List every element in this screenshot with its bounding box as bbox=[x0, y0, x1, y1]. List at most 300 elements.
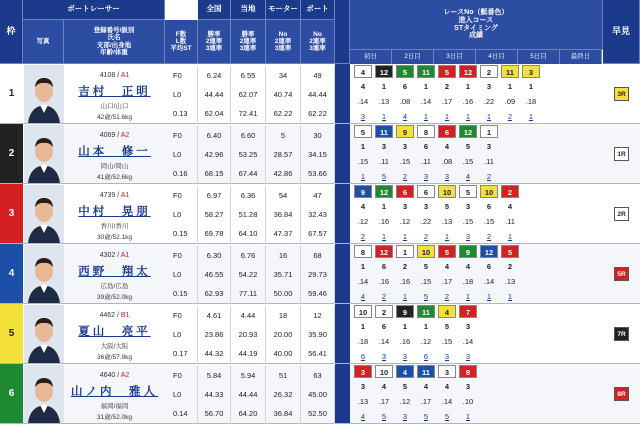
early-race-badge[interactable]: 1R bbox=[614, 147, 629, 161]
motor-stats-value: 36.84 bbox=[273, 210, 293, 219]
course-number: 1 bbox=[381, 82, 387, 91]
registration-line bbox=[64, 372, 165, 379]
race-number-chip: 10 bbox=[354, 305, 372, 318]
race-result-link[interactable]: 3 bbox=[381, 352, 387, 361]
national-stats bbox=[198, 366, 231, 424]
race-result-link[interactable]: 3 bbox=[444, 172, 450, 181]
st-timing: .14 bbox=[357, 97, 369, 106]
race-no-line bbox=[350, 124, 603, 139]
st-timing: .22 bbox=[483, 97, 495, 106]
fl-stats-value: F0 bbox=[173, 371, 182, 380]
header-motor: モーター bbox=[266, 0, 301, 20]
local-stats bbox=[231, 246, 266, 304]
race-result-link[interactable]: 5 bbox=[381, 172, 387, 181]
racer-age-weight: 31歳/52.0kg bbox=[96, 414, 133, 421]
local-stats-value: 64.20 bbox=[238, 409, 258, 418]
race-result-link[interactable]: 5 bbox=[423, 292, 429, 301]
registration-number: 4739 bbox=[99, 192, 116, 199]
race-number-chip: 4 bbox=[396, 365, 414, 378]
national-stats bbox=[198, 66, 231, 124]
early-view bbox=[603, 124, 640, 184]
st-timing: .15 bbox=[441, 337, 453, 346]
race-number-chip: 11 bbox=[417, 65, 435, 78]
course-number: 1 bbox=[360, 322, 366, 331]
boat-stats-value: 34.15 bbox=[308, 150, 327, 159]
fl-stats-value: 0.17 bbox=[173, 349, 188, 358]
race-result-link[interactable]: 1 bbox=[507, 292, 513, 301]
racer-row bbox=[0, 124, 640, 184]
racer-age-weight: 36歳/57.9kg bbox=[96, 354, 133, 361]
course-number: 3 bbox=[402, 142, 408, 151]
race-number-chip: 10 bbox=[438, 185, 456, 198]
registration-number: 4640 bbox=[99, 372, 116, 379]
result-line bbox=[350, 169, 603, 184]
race-number-chip: 6 bbox=[396, 185, 414, 198]
waku-number: 5 bbox=[0, 304, 23, 363]
st-timing: .13 bbox=[504, 277, 516, 286]
course-number: 3 bbox=[423, 202, 429, 211]
motor-stats-value: 36.84 bbox=[273, 409, 293, 418]
race-number-chip: 4 bbox=[354, 65, 372, 78]
race-result-link[interactable]: 2 bbox=[444, 292, 450, 301]
local-stats bbox=[231, 366, 266, 424]
boat-stats-value: 49 bbox=[313, 71, 322, 80]
course-number: 4 bbox=[507, 202, 513, 211]
motor-stats-value: 42.86 bbox=[273, 169, 293, 178]
local-stats-value: 44.19 bbox=[238, 349, 258, 358]
race-result-link[interactable]: 4 bbox=[465, 172, 471, 181]
fl-stats-value: 0.15 bbox=[173, 289, 188, 298]
fl-stats-value: F0 bbox=[173, 251, 182, 260]
race-number-chip: 7 bbox=[459, 305, 477, 318]
motor-stats-value: 54 bbox=[278, 191, 288, 200]
race-result-link[interactable]: 1 bbox=[444, 112, 450, 121]
fl-stats-value: L0 bbox=[173, 390, 182, 399]
registration-number: 4302 bbox=[99, 252, 116, 259]
header-boat: ボート bbox=[301, 0, 335, 20]
race-no-line bbox=[350, 64, 603, 79]
local-stats-value: 62.07 bbox=[238, 90, 258, 99]
st-timing: .15 bbox=[357, 157, 369, 166]
boat-stats-value: 44.44 bbox=[308, 90, 327, 99]
national-stats-value: 56.70 bbox=[204, 409, 224, 418]
national-stats bbox=[198, 126, 231, 184]
race-result-link[interactable]: 1 bbox=[507, 232, 513, 241]
header-zenkoku-rates: 勝率 2連率 3連率 bbox=[198, 20, 231, 64]
header-photo: 写真 bbox=[23, 20, 64, 64]
st-timing: .11 bbox=[484, 157, 494, 166]
boat-stats-value: 32.43 bbox=[308, 210, 327, 219]
race-result-link[interactable]: 1 bbox=[381, 112, 387, 121]
waku-number: 3 bbox=[0, 184, 23, 243]
race-no-line bbox=[350, 184, 603, 199]
race-result-link[interactable]: 5 bbox=[444, 412, 450, 421]
local-stats-value: 64.10 bbox=[238, 229, 258, 238]
separator: / bbox=[115, 372, 121, 379]
waku-number: 4 bbox=[0, 244, 23, 303]
boat-stats-value: 59.46 bbox=[308, 289, 327, 298]
national-stats-value: 58.27 bbox=[204, 210, 224, 219]
course-number: 1 bbox=[360, 142, 366, 151]
race-number-chip: 2 bbox=[375, 305, 393, 318]
racer-info bbox=[64, 184, 165, 244]
race-result-link[interactable]: 1 bbox=[528, 112, 534, 121]
race-result-link[interactable]: 1 bbox=[360, 172, 366, 181]
race-number-chip: 3 bbox=[438, 365, 456, 378]
motor-stats-value: 51 bbox=[278, 371, 288, 380]
waku-number: 6 bbox=[0, 364, 23, 423]
st-timing: .15 bbox=[399, 157, 411, 166]
early-race-badge[interactable]: 2R bbox=[614, 207, 629, 221]
racer-branch: 大阪/大阪 bbox=[100, 343, 129, 350]
racer-row bbox=[0, 184, 640, 244]
course-number: 5 bbox=[465, 142, 471, 151]
boat-stats bbox=[301, 126, 335, 184]
race-number-chip: 9 bbox=[396, 125, 414, 138]
race-number-chip: 10 bbox=[417, 245, 435, 258]
course-number: 6 bbox=[486, 202, 492, 211]
boat-stats bbox=[301, 306, 335, 364]
national-stats bbox=[198, 246, 231, 304]
waku-number: 1 bbox=[0, 64, 23, 123]
racer-row bbox=[0, 244, 640, 304]
motor-stats-value: 40.74 bbox=[273, 90, 293, 99]
national-stats-value: 44.33 bbox=[204, 390, 224, 399]
racer-photo bbox=[24, 185, 64, 243]
boat-stats-value: 35.90 bbox=[308, 330, 327, 339]
header-early: 早見 bbox=[603, 0, 640, 64]
course-number: 3 bbox=[465, 322, 471, 331]
race-result-link[interactable]: 4 bbox=[402, 112, 408, 121]
early-race-badge[interactable]: 7R bbox=[614, 327, 629, 341]
race-number-chip: 5 bbox=[501, 245, 519, 258]
course-number: 1 bbox=[465, 82, 471, 91]
st-timing: .14 bbox=[483, 277, 495, 286]
course-number: 2 bbox=[507, 262, 513, 271]
st-timing: .14 bbox=[462, 337, 474, 346]
racer-branch: 山口/山口 bbox=[100, 103, 129, 110]
course-number: 3 bbox=[465, 382, 471, 391]
course-number: 4 bbox=[444, 382, 450, 391]
st-timing: .13 bbox=[378, 97, 390, 106]
fl-stats-value: F0 bbox=[173, 191, 182, 200]
national-stats-value: 5.84 bbox=[206, 371, 222, 380]
motor-stats-value: 34 bbox=[278, 71, 288, 80]
racer-name-link[interactable]: 夏山 亮平 bbox=[78, 326, 151, 338]
race-result-link[interactable]: 2 bbox=[486, 172, 492, 181]
race-result-link[interactable]: 2 bbox=[423, 232, 429, 241]
race-result-link[interactable]: 1 bbox=[465, 412, 471, 421]
st-timing: .16 bbox=[399, 337, 411, 346]
national-stats-value: 44.32 bbox=[204, 349, 224, 358]
racer-class: B1 bbox=[120, 312, 130, 319]
session-results bbox=[350, 124, 603, 184]
race-result-link[interactable]: 3 bbox=[465, 232, 471, 241]
race-number-chip: 3 bbox=[522, 65, 540, 78]
national-stats-value: 68.15 bbox=[204, 169, 224, 178]
racer-class: A2 bbox=[120, 132, 130, 139]
st-line bbox=[350, 274, 603, 289]
race-result-link[interactable]: 3 bbox=[465, 352, 471, 361]
local-stats-value: 51.28 bbox=[238, 210, 258, 219]
mid-divider bbox=[335, 364, 350, 423]
course-number: 6 bbox=[486, 262, 492, 271]
race-number-chip: 2 bbox=[480, 65, 498, 78]
racer-info bbox=[64, 244, 165, 304]
national-stats-value: 23.86 bbox=[204, 330, 224, 339]
st-timing: .14 bbox=[441, 397, 453, 406]
course-number: 3 bbox=[402, 202, 408, 211]
early-view bbox=[603, 184, 640, 244]
fl-stats bbox=[165, 126, 198, 184]
day-header-1: 初日 bbox=[350, 50, 392, 64]
race-result-link[interactable]: 1 bbox=[423, 112, 429, 121]
course-number: 5 bbox=[444, 202, 450, 211]
racer-name-link[interactable]: 吉村 正明 bbox=[78, 86, 151, 98]
course-number: 1 bbox=[423, 82, 429, 91]
st-line bbox=[350, 214, 603, 229]
race-number-chip: 6 bbox=[417, 185, 435, 198]
local-stats-value: 6.76 bbox=[240, 251, 256, 260]
race-number-chip: 11 bbox=[501, 65, 519, 78]
separator: / bbox=[115, 312, 121, 319]
race-result-link[interactable]: 4 bbox=[360, 292, 366, 301]
st-timing: .12 bbox=[420, 337, 432, 346]
motor-stats-value: 47.37 bbox=[273, 229, 293, 238]
fl-stats bbox=[165, 366, 198, 424]
race-result-link[interactable]: 5 bbox=[381, 412, 387, 421]
st-timing: .12 bbox=[357, 217, 369, 226]
day-header-2: 2日目 bbox=[392, 50, 434, 64]
race-result-link[interactable]: 6 bbox=[423, 352, 429, 361]
header-zenkoku: 全国 bbox=[198, 0, 231, 20]
st-timing: .17 bbox=[441, 97, 453, 106]
st-timing: .11 bbox=[421, 157, 431, 166]
race-result-link[interactable]: 2 bbox=[486, 232, 492, 241]
early-race-badge[interactable]: 5R bbox=[614, 267, 629, 281]
course-line bbox=[350, 259, 603, 274]
race-result-link[interactable]: 2 bbox=[402, 172, 408, 181]
st-timing: .11 bbox=[379, 157, 389, 166]
registration-line bbox=[64, 72, 165, 79]
race-number-chip: 12 bbox=[375, 185, 393, 198]
course-number: 2 bbox=[444, 82, 450, 91]
local-stats-value: 6.36 bbox=[240, 191, 256, 200]
st-line bbox=[350, 94, 603, 109]
registration-number: 4462 bbox=[99, 312, 116, 319]
header-racer-info: 登録番号/級別 氏名 支部/出身地 年齢/体重 bbox=[64, 20, 165, 64]
boat-stats-value: 53.66 bbox=[308, 169, 327, 178]
motor-stats bbox=[266, 246, 301, 304]
race-result-link[interactable]: 1 bbox=[486, 292, 492, 301]
race-result-link[interactable]: 3 bbox=[444, 352, 450, 361]
course-line bbox=[350, 79, 603, 94]
racer-branch: 福岡/福岡 bbox=[100, 403, 129, 410]
racer-class: A1 bbox=[120, 192, 130, 199]
national-stats bbox=[198, 306, 231, 364]
motor-stats-value: 62.22 bbox=[273, 109, 293, 118]
race-result-link[interactable]: 1 bbox=[465, 112, 471, 121]
race-number-chip: 10 bbox=[375, 365, 393, 378]
mid-divider bbox=[335, 64, 350, 123]
course-number: 4 bbox=[423, 382, 429, 391]
registration-line bbox=[64, 192, 165, 199]
racer-branch: 広島/広島 bbox=[100, 283, 129, 290]
course-number: 3 bbox=[465, 202, 471, 211]
racer-name-link[interactable]: 西野 翔太 bbox=[78, 266, 151, 278]
header-race-info: レースNo（艇番色） 進入コース STタイミング 成績 bbox=[350, 0, 603, 50]
registration-line bbox=[64, 312, 165, 319]
motor-stats-value: 18 bbox=[278, 311, 288, 320]
boat-stats-value: 68 bbox=[313, 251, 322, 260]
session-results bbox=[350, 244, 603, 304]
local-stats-value: 6.60 bbox=[240, 131, 256, 140]
national-stats-value: 6.40 bbox=[206, 131, 222, 140]
national-stats-value: 6.97 bbox=[206, 191, 222, 200]
race-result-link[interactable]: 4 bbox=[360, 412, 366, 421]
racer-info bbox=[64, 64, 165, 124]
course-number: 5 bbox=[423, 262, 429, 271]
local-stats-value: 5.94 bbox=[240, 371, 256, 380]
fl-stats-value: L0 bbox=[173, 150, 182, 159]
course-number: 4 bbox=[465, 262, 471, 271]
national-stats-value: 4.61 bbox=[206, 311, 222, 320]
boat-stats bbox=[301, 366, 335, 424]
header-motor-rates: No 2連率 3連率 bbox=[266, 20, 301, 64]
early-race-badge[interactable]: 8R bbox=[614, 387, 629, 401]
racer-class: A1 bbox=[120, 72, 130, 79]
early-view bbox=[603, 304, 640, 364]
result-line bbox=[350, 289, 603, 304]
local-stats-value: 72.41 bbox=[238, 109, 258, 118]
mid-divider bbox=[335, 184, 350, 243]
st-line bbox=[350, 154, 603, 169]
header-touchi-rates: 勝率 2連率 3連率 bbox=[231, 20, 266, 64]
st-timing: .22 bbox=[420, 217, 432, 226]
race-result-link[interactable]: 6 bbox=[360, 352, 366, 361]
early-view bbox=[603, 244, 640, 304]
racer-name-link[interactable]: 山本 修一 bbox=[78, 146, 151, 158]
local-stats bbox=[231, 66, 266, 124]
race-result-link[interactable]: 1 bbox=[381, 232, 387, 241]
fl-stats-value: F0 bbox=[173, 311, 182, 320]
local-stats bbox=[231, 306, 266, 364]
local-stats-value: 6.55 bbox=[240, 71, 256, 80]
race-number-chip: 8 bbox=[354, 245, 372, 258]
fl-stats bbox=[165, 186, 198, 244]
racer-name-link[interactable]: 中村 晃朋 bbox=[78, 206, 151, 218]
session-results bbox=[350, 184, 603, 244]
motor-stats bbox=[266, 366, 301, 424]
race-number-chip: 8 bbox=[417, 125, 435, 138]
course-number: 3 bbox=[360, 382, 366, 391]
national-stats-value: 46.55 bbox=[204, 270, 224, 279]
racer-age-weight: 42歳/51.6kg bbox=[96, 114, 133, 121]
race-result-link[interactable]: 3 bbox=[402, 352, 408, 361]
race-number-chip: 3 bbox=[354, 365, 372, 378]
motor-stats-value: 50.00 bbox=[273, 289, 293, 298]
mid-divider bbox=[335, 304, 350, 363]
racer-age-weight: 30歳/52.1kg bbox=[96, 234, 133, 241]
race-result-link[interactable]: 3 bbox=[402, 412, 408, 421]
st-timing: .16 bbox=[399, 277, 411, 286]
race-number-chip: 4 bbox=[438, 305, 456, 318]
st-timing: .16 bbox=[462, 97, 474, 106]
registration-line bbox=[64, 252, 165, 259]
course-number: 1 bbox=[360, 262, 366, 271]
st-timing: .16 bbox=[378, 277, 390, 286]
mid-divider bbox=[335, 244, 350, 303]
separator: / bbox=[115, 192, 121, 199]
session-results bbox=[350, 364, 603, 424]
race-result-link[interactable]: 1 bbox=[402, 292, 408, 301]
separator: / bbox=[115, 72, 121, 79]
race-number-chip: 5 bbox=[438, 245, 456, 258]
registration-number: 4108 bbox=[99, 72, 116, 79]
st-timing: .15 bbox=[483, 217, 495, 226]
racer-age-weight: 41歳/52.6kg bbox=[96, 174, 133, 181]
racer-branch: 岡山/岡山 bbox=[100, 163, 129, 170]
racer-name-link[interactable]: 山ノ内 雅人 bbox=[71, 386, 158, 398]
course-number: 5 bbox=[402, 382, 408, 391]
race-number-chip: 5 bbox=[438, 65, 456, 78]
header-mid-spacer bbox=[335, 0, 350, 64]
waku-number: 2 bbox=[0, 124, 23, 183]
st-timing: .17 bbox=[378, 397, 390, 406]
st-timing: .15 bbox=[462, 157, 474, 166]
boat-stats-value: 56.41 bbox=[308, 349, 327, 358]
course-line bbox=[350, 199, 603, 214]
race-number-chip: 1 bbox=[396, 245, 414, 258]
fl-stats bbox=[165, 306, 198, 364]
registration-number: 4069 bbox=[99, 132, 116, 139]
race-result-link[interactable]: 3 bbox=[360, 112, 366, 121]
separator: / bbox=[115, 252, 121, 259]
race-number-chip: 5 bbox=[459, 185, 477, 198]
st-timing: .17 bbox=[420, 397, 432, 406]
racer-age-weight: 39歳/52.0kg bbox=[96, 294, 133, 301]
national-stats-value: 42.96 bbox=[204, 150, 224, 159]
boat-stats-value: 29.73 bbox=[308, 270, 327, 279]
racer-photo bbox=[24, 365, 64, 423]
race-result-link[interactable]: 1 bbox=[402, 232, 408, 241]
race-number-chip: 6 bbox=[438, 125, 456, 138]
race-result-link[interactable]: 2 bbox=[381, 292, 387, 301]
boat-stats-value: 62.22 bbox=[308, 109, 327, 118]
st-timing: .15 bbox=[462, 217, 474, 226]
race-result-link[interactable]: 3 bbox=[423, 172, 429, 181]
course-line bbox=[350, 319, 603, 334]
course-line bbox=[350, 379, 603, 394]
st-timing: .13 bbox=[357, 397, 369, 406]
course-number: 2 bbox=[402, 262, 408, 271]
race-result-link[interactable]: 1 bbox=[444, 232, 450, 241]
st-timing: .11 bbox=[505, 217, 515, 226]
race-result-link[interactable]: 2 bbox=[360, 232, 366, 241]
early-race-badge[interactable]: 3R bbox=[614, 87, 629, 101]
motor-stats-value: 26.32 bbox=[273, 390, 293, 399]
boat-stats bbox=[301, 246, 335, 304]
local-stats-value: 53.25 bbox=[238, 150, 258, 159]
course-number: 4 bbox=[360, 202, 366, 211]
race-result-link[interactable]: 5 bbox=[423, 412, 429, 421]
race-result-link[interactable]: 1 bbox=[486, 112, 492, 121]
boat-stats bbox=[301, 66, 335, 124]
race-result-link[interactable]: 2 bbox=[507, 112, 513, 121]
race-result-link[interactable]: 1 bbox=[465, 292, 471, 301]
early-view bbox=[603, 364, 640, 424]
st-line bbox=[350, 394, 603, 409]
